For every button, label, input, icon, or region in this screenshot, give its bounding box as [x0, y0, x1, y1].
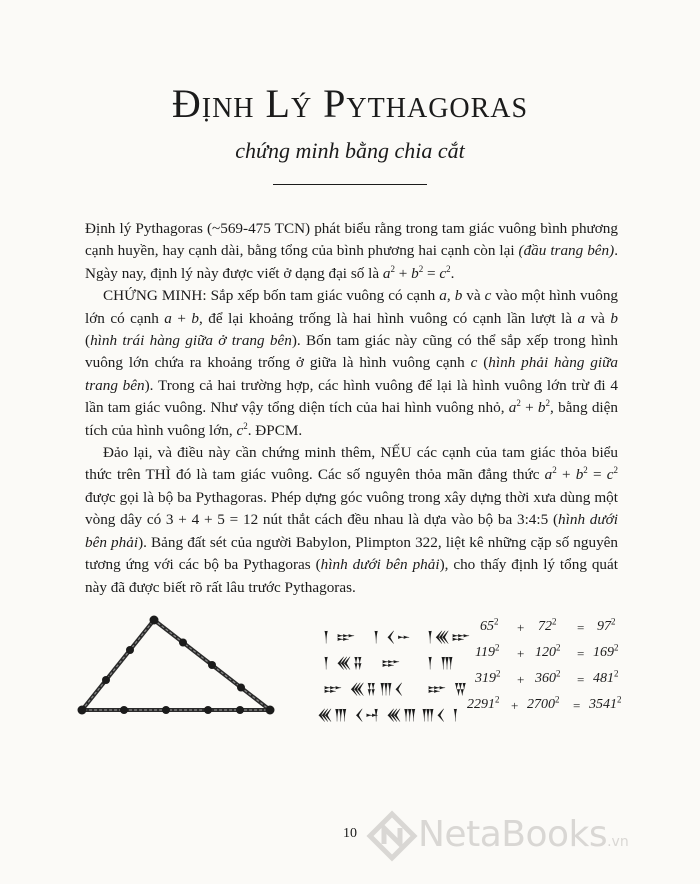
- cuneiform-numeral: 𒁹𒌍𒐃: [427, 628, 472, 646]
- paragraph-proof: CHỨNG MINH: Sắp xếp bốn tam giác vuông có cạnh a, b và c vào một hình vuông lớn có cạnh a + b, để lại khoảng trống là hai hình vuông có cạnh lần lượt là a và b (hình trái hàng giữa ở trang bên). Bốn tam giác này cũng có thể sắp xếp trong hình vuông lớn chứa ra khoảng trống ở giữa là hình vuông cạnh c (hình phải hàng giữa trang bên). Trong cả hai trường hợp, các hình vuông để lại là hình vuông lớn trừ đi 4 lần tam giác vuông. Như vậy tổng diện tích của hai hình vuông nhỏ, $a^2 + b^2$, bằng diện tích của hình vuông lớn, $c^2$. ĐPCM.: [85, 287, 619, 439]
- cuneiform-numeral: 𒐃: [381, 654, 402, 672]
- page-title: Định Lý Pythagoras: [171, 81, 529, 126]
- cuneiform-numeral: 𒁹 𒌋𒐀: [373, 628, 412, 646]
- plimpton-322-table: 𒁹 𒐃 𒁹 𒌋𒐀 𒁹𒌍𒐃 $65^2$ + $72^2$ = $97^2$ 𒁹 𒌍𒐉 𒐃 𒁹 𒐈 $119^2$ + $120^2$ = $169^2$ 𒐃 𒌍𒐉 𒐈𒌋 𒐃 𒐊 $319^2$ + $360^2$ = $481^2$ 𒌍𒐈 𒌋𒐀 𒁹 𒌍𒐈 𒐈𒌋 𒁹 2291$^2$ + 2700$^2$ = 3541$^2$: [315, 615, 635, 725]
- triple-row: $65^2$: [480, 616, 499, 634]
- triple-row: $119^2$: [475, 642, 500, 660]
- rope-knots: [78, 616, 275, 715]
- cuneiform-numeral: 𒁹 𒌍𒐈: [373, 706, 418, 724]
- cuneiform-numeral: 𒁹 𒐈: [427, 654, 456, 672]
- cuneiform-numeral: 𒐃 𒐊: [427, 680, 469, 698]
- triple-row: $319^2$: [475, 668, 501, 686]
- page-subtitle: chứng minh bằng chia cắt: [235, 138, 465, 163]
- cuneiform-numeral: 𒐃 𒌍𒐉: [323, 680, 378, 698]
- watermark: NetaBooks.vn: [418, 814, 629, 855]
- paragraph-intro: Định lý Pythagoras (~569-475 TCN) phát biểu rằng trong tam giác vuông bình phương cạnh huyền, hay cạnh dài, bằng tổng của bình phương hai cạnh còn lại (đầu trang bên). Ngày nay, định lý này được viết ở dạng đại số là $a^2 + b^2 = c^2$.: [85, 220, 618, 282]
- triple-row: 2291$^2$: [467, 694, 500, 712]
- title-divider: [273, 184, 427, 185]
- paragraph-converse: Đảo lại, và điều này cần chứng minh thêm, NẾU các cạnh của tam giác thỏa biểu thức trên THÌ đó là tam giác vuông. Các số nguyên thỏa mãn đẳng thức $a^2 + b^2 = c^2$ được gọi là bộ ba Pythagoras. Phép dựng góc vuông trong xây dựng thời xưa dùng một vòng dây có 3 + 4 + 5 = 12 nút thắt cách đều nhau là dựa vào bộ ba 3:4:5 (hình dưới bên phải). Bảng đất sét của người Babylon, Plimpton 322, liệt kê những cặp số nguyên tương ứng với các bộ ba Pythagoras (hình dưới bên phải), cho thấy định lý tổng quát này đã được biết rõ rất lâu trước Pythagoras.: [85, 444, 618, 596]
- cuneiform-numeral: 𒐈𒌋: [379, 680, 405, 698]
- page-number: 10: [343, 826, 357, 841]
- knotted-rope-triangle-illustration: [72, 612, 292, 722]
- cuneiform-numeral: 𒁹 𒐃: [323, 628, 357, 646]
- cuneiform-numeral: 𒌍𒐈 𒌋𒐀: [317, 706, 381, 724]
- cuneiform-numeral: 𒐈𒌋 𒁹: [421, 706, 460, 724]
- body-text: [85, 218, 618, 599]
- page-reference: (đầu trang bên): [518, 242, 615, 260]
- cuneiform-numeral: 𒁹 𒌍𒐉: [323, 654, 365, 672]
